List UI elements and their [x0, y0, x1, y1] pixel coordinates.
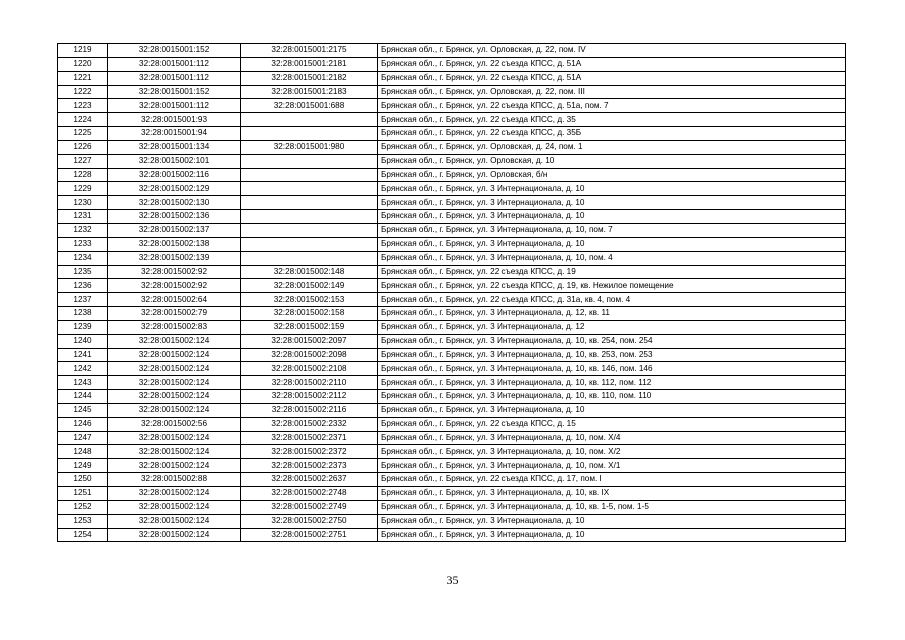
object-cadastral-number-cell [241, 154, 378, 168]
row-number-cell: 1231 [58, 210, 108, 224]
object-cadastral-number-cell: 32:28:0015002:2637 [241, 473, 378, 487]
parcel-cadastral-number-cell: 32:28:0015002:124 [108, 459, 241, 473]
object-cadastral-number-cell: 32:28:0015002:2372 [241, 445, 378, 459]
table-row [58, 127, 846, 141]
address-cell: Брянская обл., г. Брянск, ул. 3 Интернационала, д. 10 [378, 528, 846, 542]
table-row [58, 196, 846, 210]
object-cadastral-number-cell: 32:28:0015002:2116 [241, 403, 378, 417]
row-number-cell: 1243 [58, 376, 108, 390]
parcel-cadastral-number-cell: 32:28:0015002:124 [108, 514, 241, 528]
address-cell: Брянская обл., г. Брянск, ул. 3 Интернационала, д. 10, пом. 4 [378, 251, 846, 265]
object-cadastral-number-cell: 32:28:0015002:2373 [241, 459, 378, 473]
parcel-cadastral-number-cell: 32:28:0015001:112 [108, 57, 241, 71]
parcel-cadastral-number-cell: 32:28:0015001:93 [108, 113, 241, 127]
cadastral-table-body [58, 44, 846, 542]
object-cadastral-number-cell [241, 210, 378, 224]
object-cadastral-number-cell: 32:28:0015001:2182 [241, 71, 378, 85]
object-cadastral-number-cell [241, 127, 378, 141]
object-cadastral-number-cell: 32:28:0015001:2181 [241, 57, 378, 71]
object-cadastral-number-cell: 32:28:0015002:158 [241, 307, 378, 321]
address-cell: Брянская обл., г. Брянск, ул. 3 Интернационала, д. 10, кв. 1-5, пом. 1-5 [378, 500, 846, 514]
row-number-cell: 1236 [58, 279, 108, 293]
table-row [58, 85, 846, 99]
row-number-cell: 1241 [58, 348, 108, 362]
object-cadastral-number-cell [241, 237, 378, 251]
parcel-cadastral-number-cell: 32:28:0015002:136 [108, 210, 241, 224]
table-row [58, 71, 846, 85]
parcel-cadastral-number-cell: 32:28:0015002:124 [108, 445, 241, 459]
object-cadastral-number-cell: 32:28:0015002:2371 [241, 431, 378, 445]
address-cell: Брянская обл., г. Брянск, ул. 3 Интернационала, д. 10, пом. X/1 [378, 459, 846, 473]
row-number-cell: 1224 [58, 113, 108, 127]
row-number-cell: 1233 [58, 237, 108, 251]
parcel-cadastral-number-cell: 32:28:0015002:124 [108, 390, 241, 404]
table-row [58, 182, 846, 196]
address-cell: Брянская обл., г. Брянск, ул. 3 Интернационала, д. 10, пом. X/2 [378, 445, 846, 459]
parcel-cadastral-number-cell: 32:28:0015002:92 [108, 279, 241, 293]
object-cadastral-number-cell [241, 113, 378, 127]
object-cadastral-number-cell: 32:28:0015002:153 [241, 293, 378, 307]
table-row [58, 251, 846, 265]
address-cell: Брянская обл., г. Брянск, ул. 3 Интернационала, д. 10, кв. 254, пом. 254 [378, 334, 846, 348]
address-cell: Брянская обл., г. Брянск, ул. 3 Интернационала, д. 10, кв. IX [378, 487, 846, 501]
parcel-cadastral-number-cell: 32:28:0015001:134 [108, 140, 241, 154]
table-row [58, 44, 846, 58]
address-cell: Брянская обл., г. Брянск, ул. 3 Интернационала, д. 12 [378, 320, 846, 334]
parcel-cadastral-number-cell: 32:28:0015002:56 [108, 417, 241, 431]
object-cadastral-number-cell: 32:28:0015002:149 [241, 279, 378, 293]
table-row [58, 265, 846, 279]
table-row [58, 154, 846, 168]
table-row [58, 445, 846, 459]
address-cell: Брянская обл., г. Брянск, ул. 3 Интернационала, д. 10 [378, 210, 846, 224]
address-cell: Брянская обл., г. Брянск, ул. 22 съезда КПСС, д. 51а, пом. 7 [378, 99, 846, 113]
row-number-cell: 1244 [58, 390, 108, 404]
parcel-cadastral-number-cell: 32:28:0015002:101 [108, 154, 241, 168]
row-number-cell: 1242 [58, 362, 108, 376]
object-cadastral-number-cell: 32:28:0015002:2097 [241, 334, 378, 348]
address-cell: Брянская обл., г. Брянск, ул. 3 Интернационала, д. 10 [378, 237, 846, 251]
table-row [58, 362, 846, 376]
table-row [58, 431, 846, 445]
row-number-cell: 1219 [58, 44, 108, 58]
address-cell: Брянская обл., г. Брянск, ул. 3 Интернационала, д. 10, кв. 146, пом. 146 [378, 362, 846, 376]
object-cadastral-number-cell: 32:28:0015002:2110 [241, 376, 378, 390]
object-cadastral-number-cell [241, 196, 378, 210]
table-row [58, 320, 846, 334]
object-cadastral-number-cell: 32:28:0015002:2749 [241, 500, 378, 514]
table-row [58, 99, 846, 113]
address-cell: Брянская обл., г. Брянск, ул. 3 Интернационала, д. 12, кв. 11 [378, 307, 846, 321]
row-number-cell: 1248 [58, 445, 108, 459]
object-cadastral-number-cell: 32:28:0015002:159 [241, 320, 378, 334]
address-cell: Брянская обл., г. Брянск, ул. 3 Интернационала, д. 10, пом. 7 [378, 223, 846, 237]
table-row [58, 57, 846, 71]
object-cadastral-number-cell: 32:28:0015002:2332 [241, 417, 378, 431]
table-row [58, 500, 846, 514]
object-cadastral-number-cell [241, 251, 378, 265]
row-number-cell: 1230 [58, 196, 108, 210]
row-number-cell: 1222 [58, 85, 108, 99]
address-cell: Брянская обл., г. Брянск, ул. Орловская, д. 22, пом. IV [378, 44, 846, 58]
address-cell: Брянская обл., г. Брянск, ул. 22 съезда КПСС, д. 51А [378, 57, 846, 71]
address-cell: Брянская обл., г. Брянск, ул. Орловская, д. 10 [378, 154, 846, 168]
parcel-cadastral-number-cell: 32:28:0015002:124 [108, 431, 241, 445]
parcel-cadastral-number-cell: 32:28:0015002:129 [108, 182, 241, 196]
table-row [58, 293, 846, 307]
table-row [58, 514, 846, 528]
address-cell: Брянская обл., г. Брянск, ул. 3 Интернационала, д. 10, кв. 110, пом. 110 [378, 390, 846, 404]
row-number-cell: 1250 [58, 473, 108, 487]
object-cadastral-number-cell [241, 223, 378, 237]
row-number-cell: 1254 [58, 528, 108, 542]
address-cell: Брянская обл., г. Брянск, ул. 3 Интернационала, д. 10 [378, 514, 846, 528]
address-cell: Брянская обл., г. Брянск, ул. 3 Интернационала, д. 10, кв. 112, пом. 112 [378, 376, 846, 390]
table-row [58, 168, 846, 182]
row-number-cell: 1240 [58, 334, 108, 348]
parcel-cadastral-number-cell: 32:28:0015002:83 [108, 320, 241, 334]
object-cadastral-number-cell [241, 168, 378, 182]
address-cell: Брянская обл., г. Брянск, ул. 22 съезда КПСС, д. 51А [378, 71, 846, 85]
object-cadastral-number-cell: 32:28:0015001:2183 [241, 85, 378, 99]
table-row [58, 403, 846, 417]
parcel-cadastral-number-cell: 32:28:0015002:92 [108, 265, 241, 279]
object-cadastral-number-cell: 32:28:0015001:688 [241, 99, 378, 113]
table-row [58, 223, 846, 237]
row-number-cell: 1221 [58, 71, 108, 85]
parcel-cadastral-number-cell: 32:28:0015002:124 [108, 528, 241, 542]
table-row [58, 307, 846, 321]
table-row [58, 417, 846, 431]
address-cell: Брянская обл., г. Брянск, ул. 22 съезда КПСС, д. 17, пом. I [378, 473, 846, 487]
address-cell: Брянская обл., г. Брянск, ул. 22 съезда КПСС, д. 35Б [378, 127, 846, 141]
address-cell: Брянская обл., г. Брянск, ул. Орловская, б/н [378, 168, 846, 182]
row-number-cell: 1225 [58, 127, 108, 141]
row-number-cell: 1220 [58, 57, 108, 71]
table-row [58, 376, 846, 390]
parcel-cadastral-number-cell: 32:28:0015002:124 [108, 376, 241, 390]
row-number-cell: 1247 [58, 431, 108, 445]
address-cell: Брянская обл., г. Брянск, ул. 22 съезда КПСС, д. 31а, кв. 4, пом. 4 [378, 293, 846, 307]
parcel-cadastral-number-cell: 32:28:0015002:124 [108, 487, 241, 501]
cadastral-table [57, 43, 846, 542]
address-cell: Брянская обл., г. Брянск, ул. 22 съезда КПСС, д. 19, кв. Нежилое помещение [378, 279, 846, 293]
table-row [58, 140, 846, 154]
row-number-cell: 1252 [58, 500, 108, 514]
object-cadastral-number-cell: 32:28:0015002:2112 [241, 390, 378, 404]
object-cadastral-number-cell: 32:28:0015002:148 [241, 265, 378, 279]
address-cell: Брянская обл., г. Брянск, ул. 3 Интернационала, д. 10, пом. X/4 [378, 431, 846, 445]
table-row [58, 459, 846, 473]
object-cadastral-number-cell [241, 182, 378, 196]
table-row [58, 210, 846, 224]
parcel-cadastral-number-cell: 32:28:0015002:116 [108, 168, 241, 182]
row-number-cell: 1228 [58, 168, 108, 182]
parcel-cadastral-number-cell: 32:28:0015002:124 [108, 403, 241, 417]
parcel-cadastral-number-cell: 32:28:0015002:130 [108, 196, 241, 210]
row-number-cell: 1234 [58, 251, 108, 265]
address-cell: Брянская обл., г. Брянск, ул. 22 съезда КПСС, д. 19 [378, 265, 846, 279]
row-number-cell: 1246 [58, 417, 108, 431]
object-cadastral-number-cell: 32:28:0015002:2751 [241, 528, 378, 542]
object-cadastral-number-cell: 32:28:0015001:980 [241, 140, 378, 154]
object-cadastral-number-cell: 32:28:0015002:2098 [241, 348, 378, 362]
table-row [58, 487, 846, 501]
object-cadastral-number-cell: 32:28:0015001:2175 [241, 44, 378, 58]
row-number-cell: 1251 [58, 487, 108, 501]
table-row [58, 113, 846, 127]
address-cell: Брянская обл., г. Брянск, ул. 22 съезда КПСС, д. 35 [378, 113, 846, 127]
parcel-cadastral-number-cell: 32:28:0015002:124 [108, 334, 241, 348]
row-number-cell: 1226 [58, 140, 108, 154]
row-number-cell: 1238 [58, 307, 108, 321]
parcel-cadastral-number-cell: 32:28:0015002:79 [108, 307, 241, 321]
row-number-cell: 1249 [58, 459, 108, 473]
row-number-cell: 1239 [58, 320, 108, 334]
row-number-cell: 1227 [58, 154, 108, 168]
page-number: 35 [446, 573, 459, 587]
parcel-cadastral-number-cell: 32:28:0015002:138 [108, 237, 241, 251]
row-number-cell: 1223 [58, 99, 108, 113]
parcel-cadastral-number-cell: 32:28:0015002:124 [108, 362, 241, 376]
parcel-cadastral-number-cell: 32:28:0015001:152 [108, 85, 241, 99]
row-number-cell: 1237 [58, 293, 108, 307]
table-row [58, 348, 846, 362]
address-cell: Брянская обл., г. Брянск, ул. 3 Интернационала, д. 10 [378, 403, 846, 417]
parcel-cadastral-number-cell: 32:28:0015001:152 [108, 44, 241, 58]
object-cadastral-number-cell: 32:28:0015002:2750 [241, 514, 378, 528]
parcel-cadastral-number-cell: 32:28:0015002:137 [108, 223, 241, 237]
parcel-cadastral-number-cell: 32:28:0015001:94 [108, 127, 241, 141]
row-number-cell: 1229 [58, 182, 108, 196]
address-cell: Брянская обл., г. Брянск, ул. 3 Интернационала, д. 10 [378, 182, 846, 196]
table-row [58, 390, 846, 404]
table-row [58, 528, 846, 542]
parcel-cadastral-number-cell: 32:28:0015002:64 [108, 293, 241, 307]
table-row [58, 334, 846, 348]
row-number-cell: 1232 [58, 223, 108, 237]
table-row [58, 279, 846, 293]
parcel-cadastral-number-cell: 32:28:0015002:124 [108, 500, 241, 514]
parcel-cadastral-number-cell: 32:28:0015001:112 [108, 99, 241, 113]
parcel-cadastral-number-cell: 32:28:0015002:124 [108, 348, 241, 362]
address-cell: Брянская обл., г. Брянск, ул. Орловская, д. 22, пом. III [378, 85, 846, 99]
parcel-cadastral-number-cell: 32:28:0015002:88 [108, 473, 241, 487]
row-number-cell: 1235 [58, 265, 108, 279]
row-number-cell: 1253 [58, 514, 108, 528]
parcel-cadastral-number-cell: 32:28:0015002:139 [108, 251, 241, 265]
table-row [58, 237, 846, 251]
address-cell: Брянская обл., г. Брянск, ул. Орловская, д. 24, пом. 1 [378, 140, 846, 154]
table-row [58, 473, 846, 487]
address-cell: Брянская обл., г. Брянск, ул. 3 Интернационала, д. 10 [378, 196, 846, 210]
address-cell: Брянская обл., г. Брянск, ул. 3 Интернационала, д. 10, кв. 253, пом. 253 [378, 348, 846, 362]
object-cadastral-number-cell: 32:28:0015002:2748 [241, 487, 378, 501]
address-cell: Брянская обл., г. Брянск, ул. 22 съезда КПСС, д. 15 [378, 417, 846, 431]
parcel-cadastral-number-cell: 32:28:0015001:112 [108, 71, 241, 85]
object-cadastral-number-cell: 32:28:0015002:2108 [241, 362, 378, 376]
row-number-cell: 1245 [58, 403, 108, 417]
